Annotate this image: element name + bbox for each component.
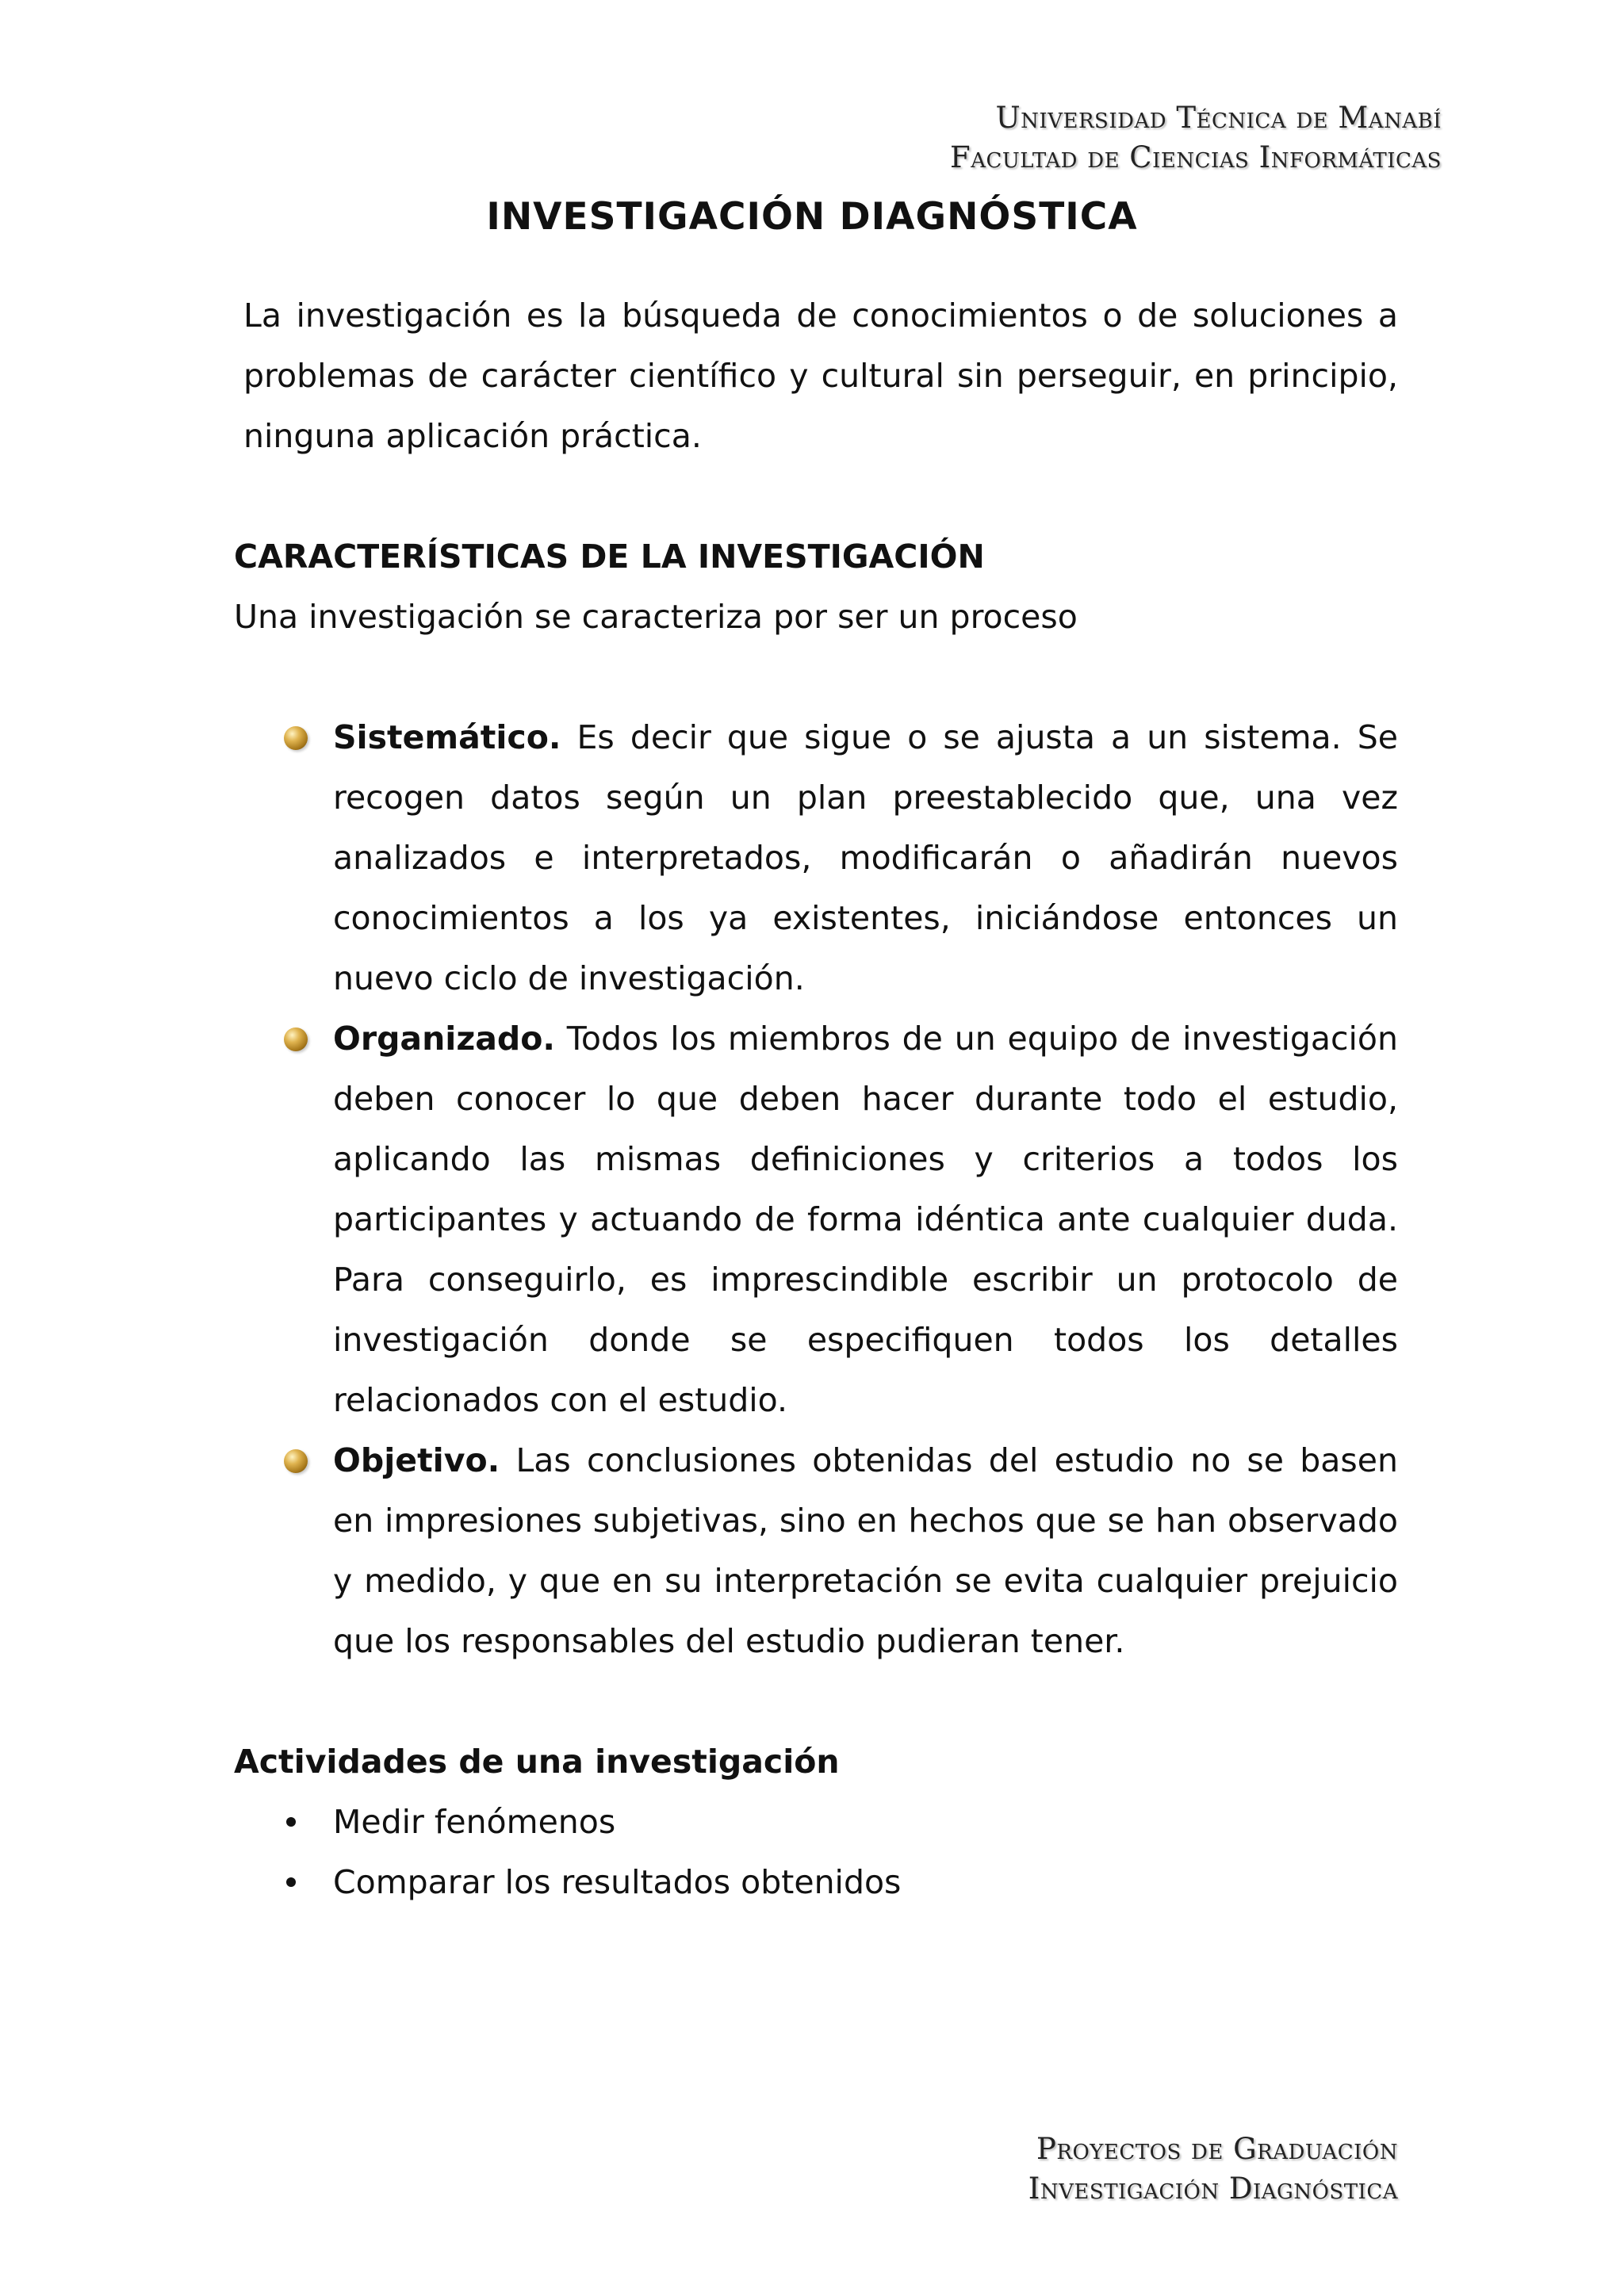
document-body	[234, 285, 1398, 1912]
characteristics-list	[234, 707, 1398, 1671]
characteristics-lead: Una investigación se caracteriza por ser un proceso	[234, 598, 1078, 636]
header-faculty: Facultad de Ciencias Informáticas	[950, 140, 1442, 174]
item-text: Todos los miembros de un equipo de investigación deben conocer lo que deben hacer durante todo el estudio, aplicando las mismas definiciones y criterios a todos los participantes y actuando de forma idéntica ante cualquier duda. Para conseguirlo, es imprescindible escribir un protocolo de investigación donde se especifiquen todos los detalles relacionados con el estudio.	[333, 1020, 1398, 1419]
intro-paragraph: La investigación es la búsqueda de conocimientos o de soluciones a problemas de carácter científico y cultural sin perseguir, en principio, ninguna aplicación práctica.	[243, 297, 1398, 455]
gold-orb-bullet-icon	[284, 726, 308, 750]
footer-course: Proyectos de Graduación	[1036, 2132, 1398, 2166]
activities-list	[234, 1792, 1398, 1912]
document-title: INVESTIGACIÓN DIAGNÓSTICA	[486, 195, 1138, 239]
header-university: Universidad Técnica de Manabí	[995, 101, 1442, 135]
gold-orb-bullet-icon	[284, 1449, 308, 1473]
characteristics-heading: CARACTERÍSTICAS DE LA INVESTIGACIÓN	[234, 538, 985, 576]
spacer	[234, 647, 1398, 707]
activity-text: Comparar los resultados obtenidos	[333, 1863, 902, 1901]
item-text: Es decir que sigue o se ajusta a un sistema. Se recogen datos según un plan preestablecido que, una vez analizados e interpretados, modificarán o añadirán nuevos conocimientos a los ya existentes, iniciándose entonces un nuevo ciclo de investigación.	[333, 718, 1398, 997]
bullet-dot-icon	[286, 1817, 296, 1827]
spacer	[234, 466, 1398, 526]
item-term: Objetivo.	[333, 1441, 500, 1479]
item-term: Organizado.	[333, 1020, 555, 1058]
page-header	[950, 98, 1442, 178]
footer-topic: Investigación Diagnóstica	[1028, 2172, 1398, 2206]
item-text: Las conclusiones obtenidas del estudio no se basen en impresiones subjetivas, sino en hechos que se han observado y medido, y que en su interpretación se evita cualquier prejuicio que los responsables del estudio pudieran tener.	[333, 1441, 1398, 1660]
gold-orb-bullet-icon	[284, 1027, 308, 1051]
list-item	[234, 1008, 1398, 1430]
page-footer	[1028, 2130, 1398, 2209]
list-item	[234, 707, 1398, 1008]
activities-heading: Actividades de una investigación	[234, 1743, 840, 1781]
spacer	[234, 1671, 1398, 1732]
list-item	[234, 1852, 1398, 1912]
bullet-dot-icon	[286, 1877, 296, 1887]
activity-text: Medir fenómenos	[333, 1803, 616, 1841]
list-item	[234, 1792, 1398, 1852]
item-term: Sistemático.	[333, 718, 561, 756]
list-item	[234, 1430, 1398, 1671]
